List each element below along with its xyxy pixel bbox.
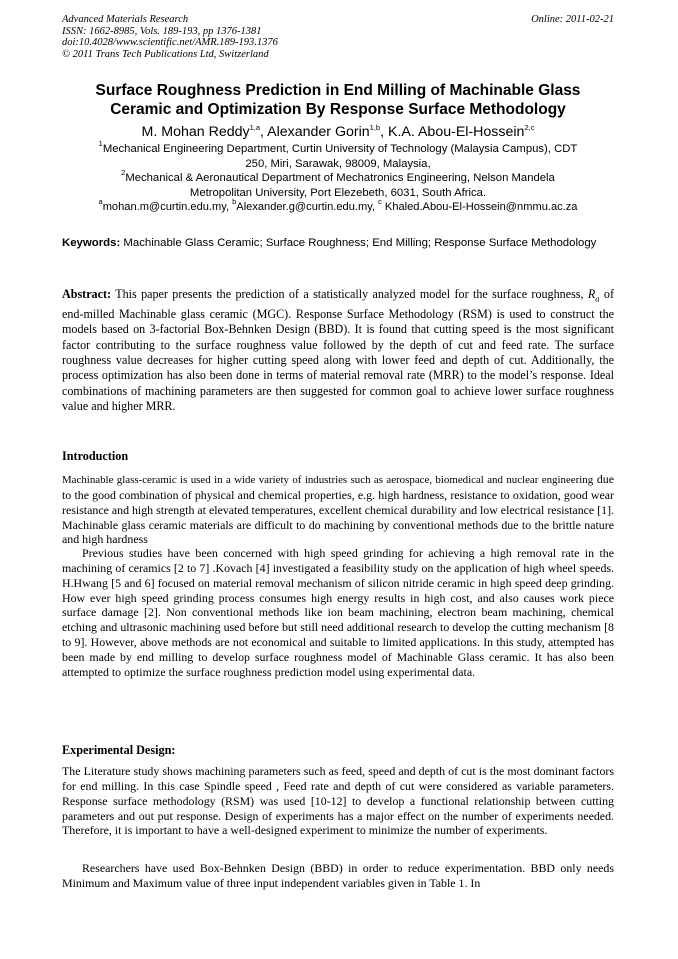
affiliation-1 xyxy=(62,139,614,172)
paper-title xyxy=(62,82,614,119)
intro-text: due to the good combination of physical and chemical properties, e.g. high hardness, resistance to oxidation, good wear resistance and high strength at elevated temperatures, excellent chemical durability and low electrical resistance [1]. Machinable glass ceramic materials are difficult to do machining by conventional methods due to the brittle nature and high hardness xyxy=(62,472,615,547)
author-name: M. Mohan Reddy xyxy=(141,124,250,140)
keywords-text: Machinable Glass Ceramic; Surface Roughness; End Milling; Response Surface Methodology xyxy=(120,237,597,249)
abstract-text: of end-milled Machinable glass ceramic (MGC). Response Surface Methodology (RSM) is used to construct the models based on 3-factorial Box-Behnken Design (BBD). It is found that cutting speed is the most significant factor contributing to the surface roughness value followed by the depth of cut and feed rate. The surface roughness value decreases for higher cutting speed along with lower feed and depth of cut. Additionally, the process optimization has also been done in terms of material removal rate (MRR) to the model’s response. Ideal combinations of machining parameters are then suggested for common goal to achieve lower surface roughness value and higher MRR. xyxy=(62,287,614,414)
email-superscript: b xyxy=(232,197,237,206)
author-superscript: 1,b xyxy=(369,123,381,132)
experimental-paragraph-2: Researchers have used Box-Behnken Design (BBD) in order to reduce experimentation. BBD only needs Minimum and Maximum value of three input independent variables given in Table 1. In xyxy=(62,861,614,890)
intro-paragraph-2: Previous studies have been concerned with high speed grinding for achieving a high removal rate in the machining of ceramics [2 to 7] .Kovach [4] investigated a feasibility study on the application of high wheel speeds. H.Hwang [5 and 6] focused on material removal mechanism of silicon nitride ceramic in high speed deep grinding. How ever high speed grinding process consumes high energy results in high cost, and also causes work piece surface damage [2]. Non conventional methods like ion beam machining, electron beam machining, chemical etching and ultrasonic machining used before but still need additional research to develop the cutting mechanism [8 to 9]. However, above methods are not economical and suitable to limited applications. In this study, attempted has been made by end milling to develop surface roughness model of Machinable Glass ceramic. It has also been attempted to optimize the surface roughness prediction model using experimental data. xyxy=(62,546,614,679)
abstract-label: Abstract: xyxy=(62,287,112,301)
copyright-line: © 2011 Trans Tech Publications Ltd, Switzerland xyxy=(62,48,269,60)
section-heading-experimental-design: Experimental Design: xyxy=(62,743,176,757)
keywords-block xyxy=(62,236,614,251)
email-list xyxy=(62,197,614,215)
issn-line: ISSN: 1662-8985, Vols. 189-193, pp 1376-1381 xyxy=(62,25,262,37)
journal-name: Advanced Materials Research xyxy=(62,14,189,25)
abstract-text: This paper presents the prediction of a statistically analyzed model for the surface roughness, xyxy=(111,287,588,301)
author-superscript: 1,a xyxy=(249,123,261,132)
section-heading-introduction: Introduction xyxy=(62,449,129,463)
author-list: M. Mohan Reddy$^{1,a}$, Alexander Gorin$^{1,b}$, K.A. Abou-El-Hossein$^{2,c}$ xyxy=(141,123,535,140)
email-link[interactable]: mohan.m@curtin.edu.my, xyxy=(102,201,233,213)
journal-header xyxy=(62,14,614,60)
affiliation-superscript: 1 xyxy=(98,139,103,148)
title-line-1: Surface Roughness Prediction in End Milling of Machinable Glass xyxy=(95,82,581,99)
email-link[interactable]: Alexander.g@curtin.edu.my, xyxy=(236,201,379,213)
title-line-2: Ceramic and Optimization By Response Surface Methodology xyxy=(110,100,566,118)
intro-paragraph-1 xyxy=(62,472,614,547)
experimental-paragraph-1: The Literature study shows machining parameters such as feed, speed and depth of cut is the most dominant factors for end milling. In this case Spindle speed , Feed rate and depth of cut were considered as variable parameters. Response surface methodology (RSM) was used [10-12] to develop a functional relationship between cutting parameters and out put response. Design of experiments has a major effect on the number of experiments needed. Therefore, it is important to have a well-designed experiment to minimize the number of experiments. xyxy=(62,764,614,838)
affiliation-superscript: 2 xyxy=(121,168,126,177)
author-name: Alexander Gorin xyxy=(267,124,370,140)
affiliation-text: 250, Miri, Sarawak, 98009, Malaysia, xyxy=(245,158,431,170)
roughness-symbol: R xyxy=(587,287,596,301)
intro-lead-text: Machinable glass-ceramic is used in a wide variety of industries such as aerospace, biomedical and nuclear engineering xyxy=(62,474,594,486)
affiliation-text: Metropolitan University, Port Elezebeth, 6031, South Africa. xyxy=(189,187,487,199)
email-superscript: c xyxy=(378,197,382,206)
affiliation-2 xyxy=(62,168,614,201)
affiliation-text: Mechanical Engineering Department, Curtin University of Technology (Malaysia Campus), CDT xyxy=(102,143,578,155)
email-link[interactable]: Khaled.Abou-El-Hossein@nmmu.ac.za xyxy=(381,201,578,213)
abstract-block xyxy=(62,287,614,415)
doi-line: doi:10.4028/www.scientific.net/AMR.189-193.1376 xyxy=(62,37,278,48)
author-superscript: 2,c xyxy=(524,123,535,132)
email-superscript: a xyxy=(98,197,103,206)
online-date: Online: 2011-02-21 xyxy=(531,14,614,25)
roughness-subscript: a xyxy=(595,293,600,304)
author-name: K.A. Abou-El-Hossein xyxy=(388,124,525,140)
affiliation-text: Mechanical & Aeronautical Department of Mechatronics Engineering, Nelson Mandela xyxy=(125,172,555,184)
keywords-label: Keywords: xyxy=(62,237,121,249)
